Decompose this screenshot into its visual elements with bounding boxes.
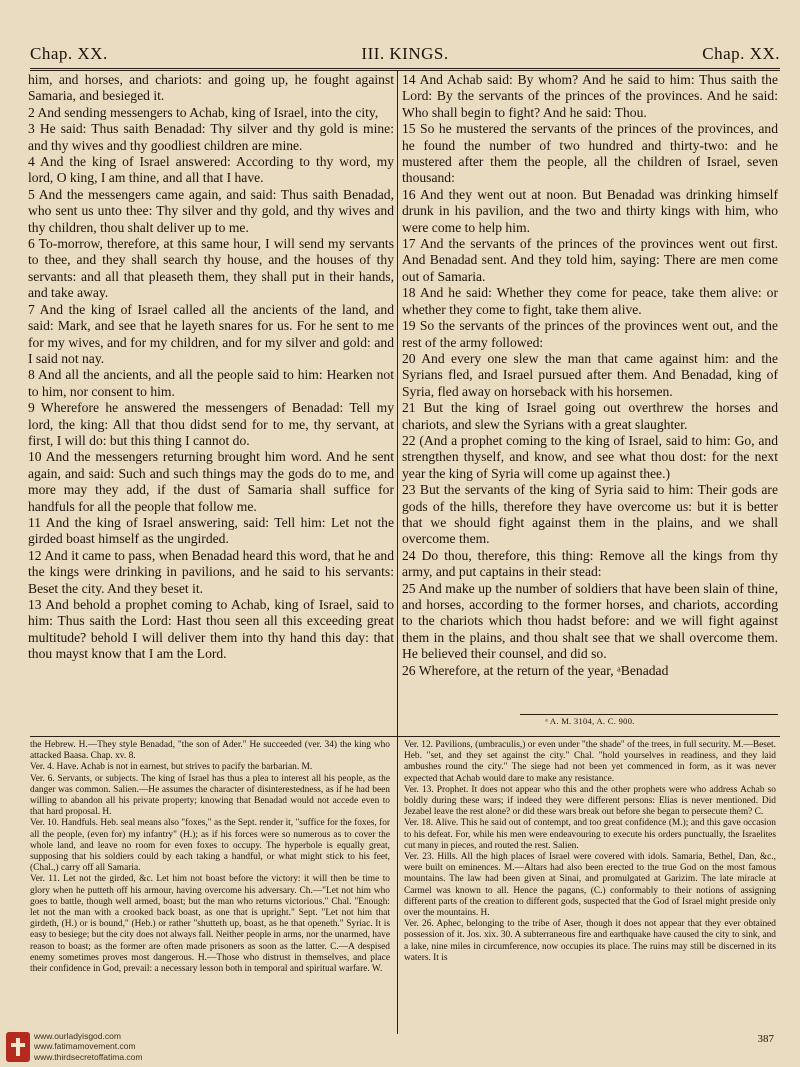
verse: 4 And the king of Israel answered: According to thy word, my lord, O king, I am thine, and all that I have. [28, 154, 394, 186]
page-number: 387 [757, 1033, 774, 1045]
commentary-note: Ver. 12. Pavilions, (umbraculis,) or even under "the shade" of the trees, in full security. M.—Beset. Heb. "set, and they set against the city." Chal. "hold yourselves in readiness, and they laid ambushes round the city." The siege had not been yet commenced in form, as it was never expected that Achab would dare to make any resistance. [404, 740, 776, 784]
chapter-label-right: Chap. XX. [702, 44, 780, 63]
commentary-note: Ver. 26. Aphec, belonging to the tribe of Aser, though it does not appear that they ever obtained possession of it. Jos. xix. 30. A subterraneous fire and earthquake have caused the city to sink, and a lake, nine miles in circumference, now occupies its place. The ruins may still be discerned in its waters. It is [404, 919, 776, 963]
verse: 22 (And a prophet coming to the king of Israel, said to him: Go, and strengthen thyself, and know, and see what thou dost: for the next year the king of Syria will come up against thee.) [402, 432, 778, 481]
verse: 26 Wherefore, at the return of the year, ᵃBenadad [402, 662, 669, 678]
verse: him, and horses, and chariots: and going up, he fought against Samaria, and besieged it. [28, 72, 394, 104]
header-rule [30, 68, 780, 71]
verse: 14 And Achab said: By whom? And he said to him: Thus saith the Lord: By the servants of the princes of the provinces. And he said: Who shall begin to fight? And he said: Thou. [402, 72, 778, 120]
commentary-note: Ver. 11. Let not the girded, &c. Let him not boast before the victory: it will then be time to glory when he putteth off his armour, having overcome his adversary. Ch.—"Let not him who goes to battle, though well armed, boast; but the man who returns victorious." Chal. "Enough: let not the man with a crooked back boast, as one that is upright." Sept. "Let not him that girdeth, (H.) or is bound," (Heb.) or rather "shutteth up, boast, as he that openeth." Syriac. It is easy to besiege; but the city does not always fall. Neither people in arms, nor the unarmed, have reason to boast; as the former are often made prisoners as soon as the latter. C.—A despised enemy sometimes proves most dangerous. H.—Those who distrust in themselves, and place their confidence in God, prevail: a necessary lesson both in temporal and spiritual warfare. W. [30, 874, 390, 975]
scripture-column-right [402, 72, 778, 712]
verse: 21 But the king of Israel going out overthrew the horses and chariots, and slew the Syrians with a great slaughter. [402, 400, 778, 432]
commentary-column-right [404, 740, 776, 964]
scripture-column-left [28, 72, 394, 740]
commentary-note: Ver. 4. Have. Achab is not in earnest, but strives to pacify the barbarian. M. [30, 762, 313, 773]
verse: 7 And the king of Israel called all the ancients of the land, and said: Mark, and see that he layeth snares for us. For he sent to me for my wives, and for my children, and for my silver and gold: and I said not nay. [28, 301, 394, 366]
verse: 15 So he mustered the servants of the princes of the provinces, and he found the number of two hundred and thirty-two: and he mustered after them the people, all the children of Israel, seven thousand: [402, 121, 778, 186]
footnote-rule [520, 714, 778, 715]
commentary-note: Ver. 23. Hills. All the high places of Israel were covered with idols. Samaria, Bethel, Dan, &c., were built on eminences. M.—Altars had also been erected to the true God on the most famous mountains. The law had been given at Sinai, and promulgated at Garizim. The late miracle at Carmel was known to all. Hence the pagans, (C.) conformably to their notions of assigning different parts of the creation to different gods, suspected that the God of Israel might preside only over the mountains. H. [404, 852, 776, 919]
verse: 10 And the messengers returning brought him word. And he sent again, and said: Such and such things may the gods do to me, and more may they add, if the dust of Samaria shall suffice for handfuls for all the people that follow me. [28, 449, 394, 514]
verse: 3 He said: Thus saith Benadad: Thy silver and thy gold is mine: and thy wives and thy goodliest children are mine. [28, 121, 394, 153]
verse: 19 So the servants of the princes of the provinces went out, and the rest of the army followed: [402, 318, 778, 350]
commentary-note: Ver. 6. Servants, or subjects. The king of Israel has thus a plea to interest all his people, as the danger was common. Salien.—He assumes the character of disinterestedness, as if he had been willing to abandon all his private property; knowing that Benadad would not accede even to that hard proposal. H. [30, 773, 390, 818]
verse: 2 And sending messengers to Achab, king of Israel, into the city, [28, 104, 379, 120]
verse: 16 And they went out at noon. But Benadad was drinking himself drunk in his pavilion, and the two and thirty kings with him, who were come to help him. [402, 186, 778, 235]
verse: 17 And the servants of the princes of the provinces went out first. And Benadad sent. And they told him, saying: There are men come out of Samaria. [402, 236, 778, 284]
column-divider [397, 70, 398, 744]
verse: 20 And every one slew the man that came against him: and the Syrians fled, and Israel pursued after them. And Benadad, king of Syria, fled away on horseback with his horsemen. [402, 350, 778, 399]
verse: 24 Do thou, therefore, this thing: Remove all the kings from thy army, and put captains in their stead: [402, 547, 778, 580]
commentary-note: Ver. 18. Alive. This he said out of contempt, and too great confidence (M.); and this gave occasion to his defeat. For, while his men were endeavouring to execute his orders punctually, the Israelites cut many in pieces, and routed the rest. Salien. [404, 818, 776, 851]
commentary-note: Ver. 13. Prophet. It does not appear who this and the other prophets were who address Achab so boldly during these wars; if indeed they were different persons: Elias is never mentioned. Did Jezabel leave the rest alone? or did these wars break out before she began to persecute them? C. [404, 784, 776, 818]
chapter-label-left: Chap. XX. [30, 44, 108, 63]
commentary-divider [397, 740, 398, 1034]
verse: 8 And all the ancients, and all the people said to him: Hearken not to him, nor consent to him. [28, 367, 394, 399]
watermark-url[interactable]: www.fatimamovement.com [34, 1041, 136, 1052]
verse: 23 But the servants of the king of Syria said to him: Their gods are gods of the hills, therefore they have overcome us: but it is better that we should fight against them in the plains, and we shall overcome them. [402, 482, 778, 547]
verse: 25 And make up the number of soldiers that have been slain of thine, and horses, according to the former horses, and chariots, according to the chariots which thou hadst before: and we will fight against them in the plains, and thou shalt see that we shall overcome them. He believed their counsel, and did so. [402, 580, 778, 662]
verse: 12 And it came to pass, when Benadad heard this word, that he and the kings were drinking in pavilions, and he said to his servants: Beset the city. And they beset it. [28, 547, 394, 596]
commentary-column-left [30, 740, 390, 975]
verse: 5 And the messengers came again, and said: Thus saith Benadad, who sent us unto thee: Thy silver and thy gold, and thy wives and thy children, thou shalt deliver up to me. [28, 186, 394, 235]
commentary-note: Ver. 10. Handfuls. Heb. seal means also "foxes," as the Sept. render it, "suffice for the foxes, for all the people, (even for) my infantry" (H.); as if his forces were so numerous as to cover the whole land, and leave no room for even foxes to occupy. The hyperbole is equally great, supposing that his soldiers could by each taking a handful, or what might stick to his feet, (Chal.,) carry off all Samaria. [30, 818, 390, 874]
verse: 9 Wherefore he answered the messengers of Benadad: Tell my lord, the king: All that thou didst send for to me, thy servant, at first, I will do: but this thing I cannot do. [28, 400, 394, 448]
cross-logo-icon [6, 1032, 30, 1062]
watermark-url[interactable]: www.ourladyisgod.com [34, 1031, 121, 1041]
commentary-rule [30, 736, 780, 737]
verse: 13 And behold a prophet coming to Achab, king of Israel, said to him: Thus saith the Lord: Hast thou seen all this exceeding great multitude? behold I will deliver them into thy hand this day: that thou mayst know that I am the Lord. [28, 597, 394, 662]
website-watermark [6, 1030, 166, 1064]
commentary-note: the Hebrew. H.—They style Benadad, "the son of Ader." He succeeded (ver. 34) the king who attacked Baasa. Chap. xv. 8. [30, 740, 390, 762]
book-title: III. KINGS. [361, 44, 449, 63]
watermark-url[interactable]: www.thirdsecretoffatima.com [34, 1051, 143, 1062]
verse: 11 And the king of Israel answering, said: Tell him: Let not the girded boast himself as the ungirded. [28, 514, 394, 547]
verse: 6 To-morrow, therefore, at this same hour, I will send my servants to thee, and they shall search thy house, and the houses of thy servants: and all that pleaseth them, they shall put in their hands, and take away. [28, 236, 394, 301]
verse: 18 And he said: Whether they come for peace, take them alive: or whether they come to fight, take them alive. [402, 285, 778, 317]
running-header [30, 40, 780, 68]
chronology-footnote: ᵃ A. M. 3104, A. C. 900. [545, 716, 635, 726]
